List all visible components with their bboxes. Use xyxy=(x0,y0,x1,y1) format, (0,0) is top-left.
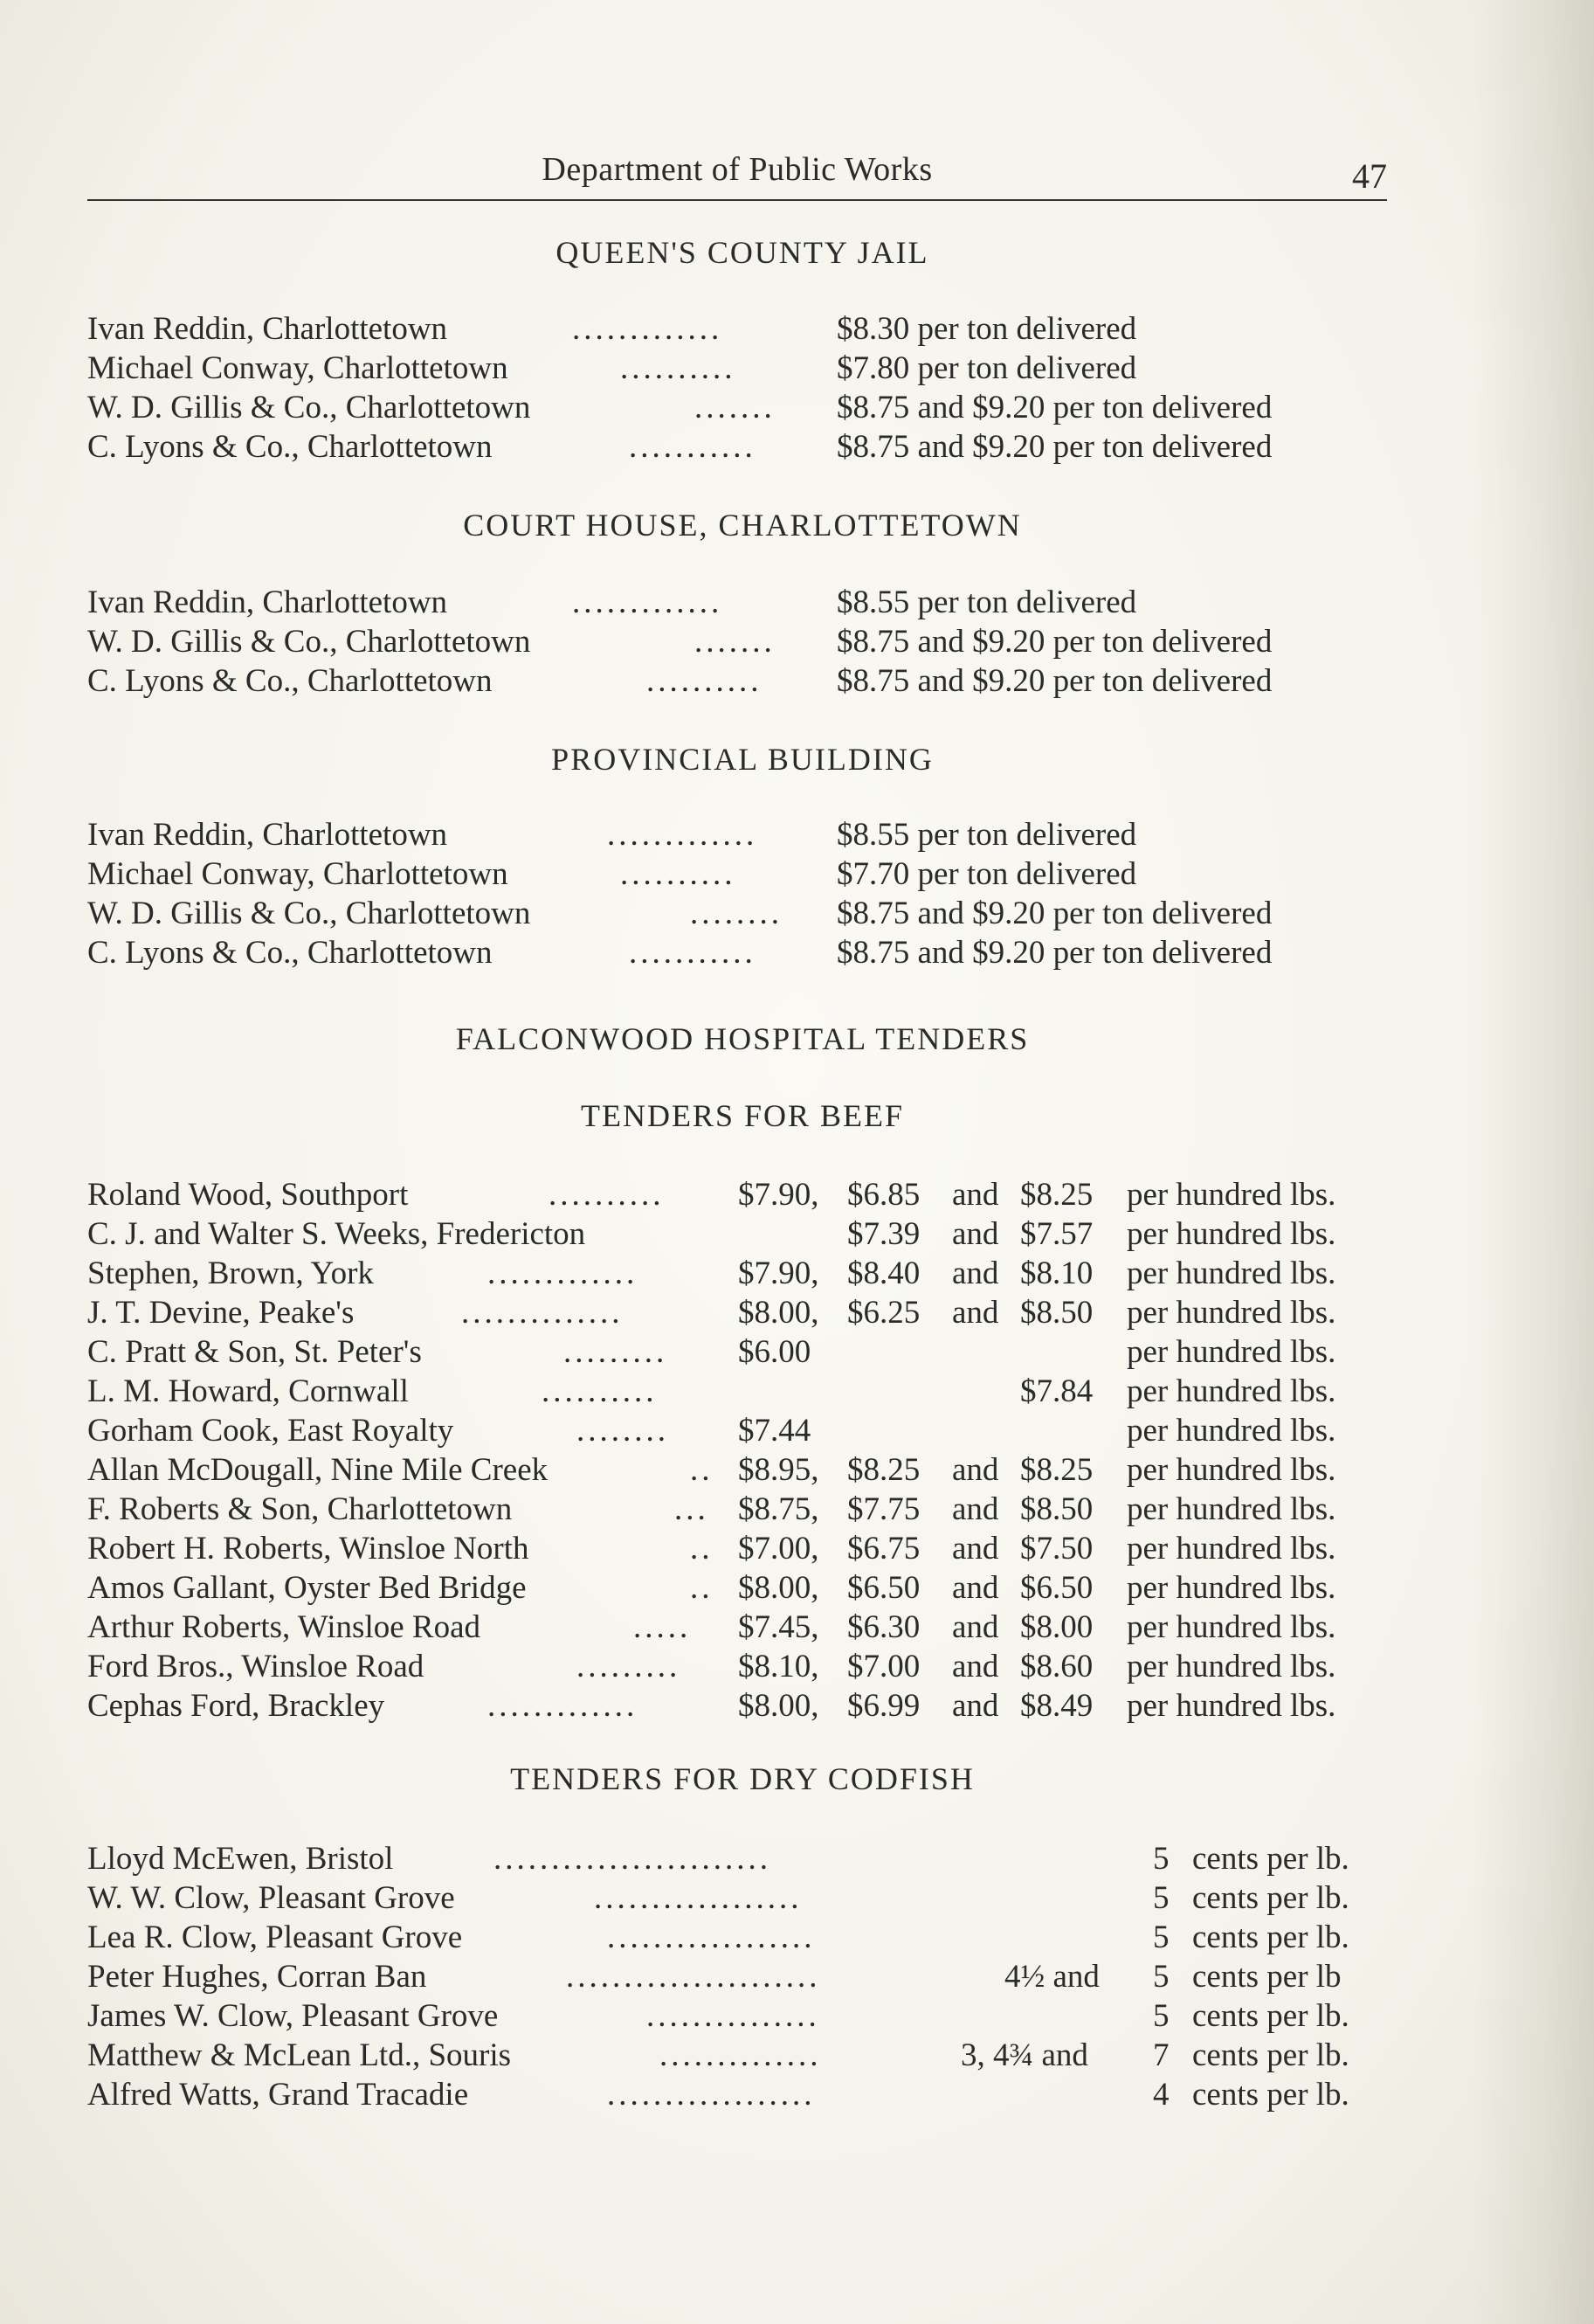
and-word: and xyxy=(952,1295,999,1331)
price-3: $8.25 xyxy=(1020,1177,1094,1213)
price-3: $8.60 xyxy=(1020,1649,1094,1684)
price-2: $8.25 xyxy=(847,1452,921,1488)
unit: per hundred lbs. xyxy=(1127,1177,1336,1213)
price-2: $7.75 xyxy=(847,1491,921,1527)
unit: cents per lb. xyxy=(1192,2037,1349,2073)
price-2: $7.00 xyxy=(847,1649,921,1684)
price-3: $8.50 xyxy=(1020,1295,1094,1331)
leader-dots: .................. xyxy=(607,2077,816,2113)
price-2: $6.85 xyxy=(847,1177,921,1213)
section-title-queens-county-jail: QUEEN'S COUNTY JAIL xyxy=(555,235,929,270)
and-word: and xyxy=(952,1177,999,1213)
leader-dots: .......... xyxy=(620,856,736,892)
leader-dots: .. xyxy=(690,1452,714,1488)
and-word: and xyxy=(952,1609,999,1645)
bidder-name: Michael Conway, Charlottetown xyxy=(87,350,508,386)
unit: per hundred lbs. xyxy=(1127,1334,1336,1370)
leader-dots: ........... xyxy=(629,935,756,971)
price-3: $8.00 xyxy=(1020,1609,1094,1645)
price-3: $7.57 xyxy=(1020,1216,1094,1252)
price-prefix: 4½ and xyxy=(1004,1959,1100,1995)
leader-dots: .................. xyxy=(607,1919,816,1955)
bidder-name: James W. Clow, Pleasant Grove xyxy=(87,1998,499,2034)
bidder-name: Ivan Reddin, Charlottetown xyxy=(87,311,448,347)
unit: per hundred lbs. xyxy=(1127,1295,1336,1331)
price-2: $8.40 xyxy=(847,1255,921,1291)
and-word: and xyxy=(952,1688,999,1724)
running-title: Department of Public Works xyxy=(542,151,933,188)
price-1: $7.45, xyxy=(738,1609,819,1645)
unit: per hundred lbs. xyxy=(1127,1609,1336,1645)
price-3: $8.50 xyxy=(1020,1491,1094,1527)
price-3: $7.84 xyxy=(1020,1373,1094,1409)
leader-dots: ........................ xyxy=(493,1841,771,1877)
unit: cents per lb. xyxy=(1192,2077,1349,2113)
section-title-tenders-for-dry-codfish: TENDERS FOR DRY CODFISH xyxy=(510,1761,975,1796)
unit: cents per lb. xyxy=(1192,1880,1349,1916)
bidder-name: C. Pratt & Son, St. Peter's xyxy=(87,1334,422,1370)
price-1: $7.90, xyxy=(738,1255,819,1291)
price-1: $8.00, xyxy=(738,1295,819,1331)
page-number: 47 xyxy=(1352,156,1387,196)
price-1: $7.90, xyxy=(738,1177,819,1213)
price: $8.55 per ton delivered xyxy=(837,817,1137,853)
leader-dots: ....... xyxy=(694,390,776,425)
leader-dots: ......... xyxy=(576,1649,681,1684)
bidder-name: Allan McDougall, Nine Mile Creek xyxy=(87,1452,549,1488)
price: $8.75 and $9.20 per ton delivered xyxy=(837,663,1273,699)
price: $8.75 and $9.20 per ton delivered xyxy=(837,896,1273,931)
quantity: 5 xyxy=(1153,1959,1170,1995)
price: $8.75 and $9.20 per ton delivered xyxy=(837,429,1273,465)
bidder-name: Ivan Reddin, Charlottetown xyxy=(87,584,448,620)
leader-dots: ... xyxy=(674,1491,709,1527)
unit: per hundred lbs. xyxy=(1127,1531,1336,1567)
unit: cents per lb xyxy=(1192,1959,1342,1995)
bidder-name: Michael Conway, Charlottetown xyxy=(87,856,508,892)
bidder-name: Robert H. Roberts, Winsloe North xyxy=(87,1531,529,1567)
quantity: 5 xyxy=(1153,1880,1170,1916)
price: $8.75 and $9.20 per ton delivered xyxy=(837,624,1273,660)
unit: cents per lb. xyxy=(1192,1919,1349,1955)
bidder-name: W. D. Gillis & Co., Charlottetown xyxy=(87,896,531,931)
price-2: $6.30 xyxy=(847,1609,921,1645)
bidder-name: W. W. Clow, Pleasant Grove xyxy=(87,1880,455,1916)
price-1: $6.00 xyxy=(738,1334,811,1370)
bidder-name: Ford Bros., Winsloe Road xyxy=(87,1649,424,1684)
bidder-name: C. Lyons & Co., Charlottetown xyxy=(87,429,493,465)
bidder-name: Lea R. Clow, Pleasant Grove xyxy=(87,1919,463,1955)
leader-dots: ............. xyxy=(487,1688,638,1724)
price-1: $7.44 xyxy=(738,1413,811,1449)
unit: per hundred lbs. xyxy=(1127,1688,1336,1724)
page-edge-shadow xyxy=(1472,0,1594,2324)
price-3: $8.49 xyxy=(1020,1688,1094,1724)
price-2: $6.25 xyxy=(847,1295,921,1331)
leader-dots: .......... xyxy=(542,1373,658,1409)
leader-dots: ........... xyxy=(629,429,756,465)
quantity: 5 xyxy=(1153,1998,1170,2034)
bidder-name: W. D. Gillis & Co., Charlottetown xyxy=(87,624,531,660)
price-1: $8.00, xyxy=(738,1570,819,1606)
price-2: $6.75 xyxy=(847,1531,921,1567)
leader-dots: .. xyxy=(690,1531,714,1567)
bidder-name: L. M. Howard, Cornwall xyxy=(87,1373,409,1409)
section-title-provincial-building: PROVINCIAL BUILDING xyxy=(551,742,934,777)
price: $8.75 and $9.20 per ton delivered xyxy=(837,390,1273,425)
quantity: 4 xyxy=(1153,2077,1170,2113)
price-2: $6.99 xyxy=(847,1688,921,1724)
bidder-name: Ivan Reddin, Charlottetown xyxy=(87,817,448,853)
unit: per hundred lbs. xyxy=(1127,1452,1336,1488)
and-word: and xyxy=(952,1216,999,1252)
quantity: 5 xyxy=(1153,1919,1170,1955)
leader-dots: ........ xyxy=(690,896,783,931)
quantity: 5 xyxy=(1153,1841,1170,1877)
bidder-name: Amos Gallant, Oyster Bed Bridge xyxy=(87,1570,527,1606)
price-1: $8.95, xyxy=(738,1452,819,1488)
and-word: and xyxy=(952,1491,999,1527)
leader-dots: .......... xyxy=(646,663,762,699)
price-2: $6.50 xyxy=(847,1570,921,1606)
price-3: $7.50 xyxy=(1020,1531,1094,1567)
price-3: $8.10 xyxy=(1020,1255,1094,1291)
price-1: $8.10, xyxy=(738,1649,819,1684)
leader-dots: ...................... xyxy=(566,1959,821,1995)
leader-dots: .................. xyxy=(594,1880,803,1916)
unit: cents per lb. xyxy=(1192,1841,1349,1877)
and-word: and xyxy=(952,1452,999,1488)
leader-dots: ............. xyxy=(572,311,723,347)
price-3: $6.50 xyxy=(1020,1570,1094,1606)
leader-dots: ............. xyxy=(572,584,723,620)
bidder-name: W. D. Gillis & Co., Charlottetown xyxy=(87,390,531,425)
bidder-name: Peter Hughes, Corran Ban xyxy=(87,1959,427,1995)
price: $7.70 per ton delivered xyxy=(837,856,1137,892)
and-word: and xyxy=(952,1570,999,1606)
section-title-court-house: COURT HOUSE, CHARLOTTETOWN xyxy=(463,508,1022,543)
bidder-name: C. J. and Walter S. Weeks, Fredericton xyxy=(87,1216,586,1252)
leader-dots: ..... xyxy=(633,1609,692,1645)
and-word: and xyxy=(952,1531,999,1567)
unit: per hundred lbs. xyxy=(1127,1216,1336,1252)
price: $7.80 per ton delivered xyxy=(837,350,1137,386)
price-2: $7.39 xyxy=(847,1216,921,1252)
price: $8.75 and $9.20 per ton delivered xyxy=(837,935,1273,971)
unit: per hundred lbs. xyxy=(1127,1413,1336,1449)
unit: per hundred lbs. xyxy=(1127,1255,1336,1291)
price-prefix: 3, 4¾ and xyxy=(961,2037,1088,2073)
leader-dots: ....... xyxy=(694,624,776,660)
leader-dots: ......... xyxy=(563,1334,668,1370)
price: $8.30 per ton delivered xyxy=(837,311,1137,347)
unit: per hundred lbs. xyxy=(1127,1649,1336,1684)
leader-dots: ............. xyxy=(607,817,758,853)
unit: per hundred lbs. xyxy=(1127,1570,1336,1606)
price-1: $8.75, xyxy=(738,1491,819,1527)
leader-dots: ........ xyxy=(576,1413,669,1449)
bidder-name: Arthur Roberts, Winsloe Road xyxy=(87,1609,480,1645)
unit: cents per lb. xyxy=(1192,1998,1349,2034)
bidder-name: Matthew & McLean Ltd., Souris xyxy=(87,2037,512,2073)
bidder-name: C. Lyons & Co., Charlottetown xyxy=(87,663,493,699)
price: $8.55 per ton delivered xyxy=(837,584,1137,620)
bidder-name: Lloyd McEwen, Bristol xyxy=(87,1841,394,1877)
and-word: and xyxy=(952,1649,999,1684)
leader-dots: .. xyxy=(690,1570,714,1606)
leader-dots: ............. xyxy=(487,1255,638,1291)
bidder-name: Stephen, Brown, York xyxy=(87,1255,374,1291)
price-1: $7.00, xyxy=(738,1531,819,1567)
bidder-name: Cephas Ford, Brackley xyxy=(87,1688,385,1724)
section-title-falconwood: FALCONWOOD HOSPITAL TENDERS xyxy=(455,1021,1030,1056)
bidder-name: Roland Wood, Southport xyxy=(87,1177,409,1213)
leader-dots: .......... xyxy=(549,1177,665,1213)
bidder-name: C. Lyons & Co., Charlottetown xyxy=(87,935,493,971)
quantity: 7 xyxy=(1153,2037,1170,2073)
leader-dots: ............... xyxy=(646,1998,820,2034)
bidder-name: Gorham Cook, East Royalty xyxy=(87,1413,454,1449)
unit: per hundred lbs. xyxy=(1127,1491,1336,1527)
price-1: $8.00, xyxy=(738,1688,819,1724)
bidder-name: Alfred Watts, Grand Tracadie xyxy=(87,2077,469,2113)
bidder-name: F. Roberts & Son, Charlottetown xyxy=(87,1491,513,1527)
and-word: and xyxy=(952,1255,999,1291)
price-3: $8.25 xyxy=(1020,1452,1094,1488)
bidder-name: J. T. Devine, Peake's xyxy=(87,1295,355,1331)
leader-dots: .............. xyxy=(461,1295,624,1331)
page-header xyxy=(87,150,1387,201)
section-title-tenders-for-beef: TENDERS FOR BEEF xyxy=(580,1098,905,1133)
unit: per hundred lbs. xyxy=(1127,1373,1336,1409)
leader-dots: .............. xyxy=(659,2037,822,2073)
leader-dots: .......... xyxy=(620,350,736,386)
